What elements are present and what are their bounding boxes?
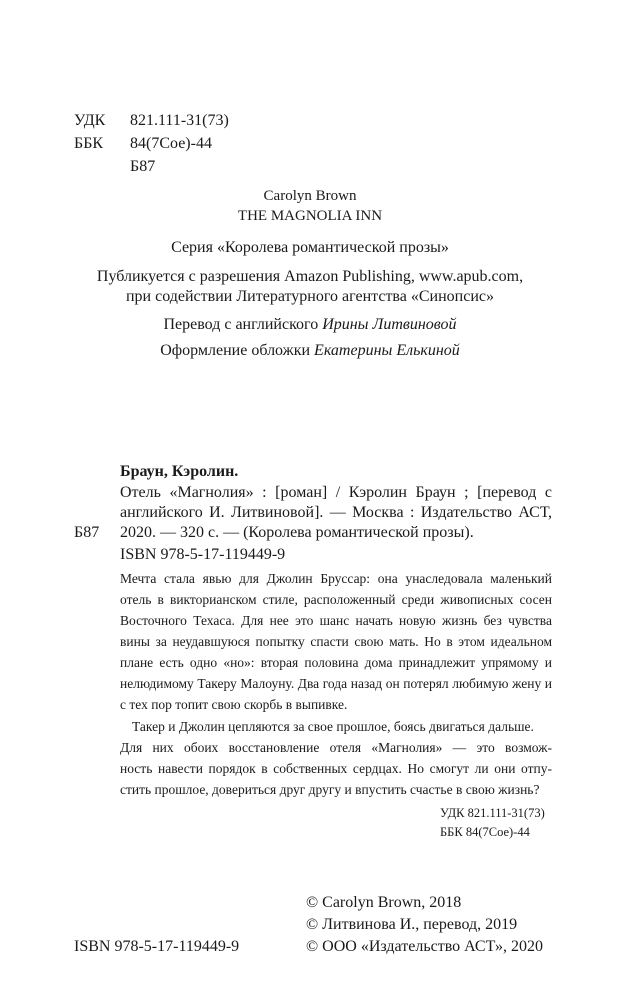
annotation-p1-last: с тех пор топит свою скорбь в выпивке.: [120, 697, 348, 712]
original-author: Carolyn Brown: [263, 188, 357, 204]
catalog-bbk: ББК 84(7Сое)-44: [440, 825, 530, 839]
translator-name: Ирины Литвиновой: [322, 316, 457, 333]
copyright-line1: © Carolyn Brown, 2018: [306, 894, 462, 911]
annotation-p1-line: плане есть одно «но»: вторая половина дома принадлежит упрямому и: [120, 655, 552, 670]
udk-label: УДК: [74, 112, 106, 129]
annotation-p3-line: ность навести порядок в собственных сердцах. Но смогут ли они отпу-: [120, 761, 552, 776]
catalog-isbn: ISBN 978-5-17-119449-9: [120, 546, 286, 563]
translation-prefix: Перевод с английского: [163, 316, 319, 333]
annotation-p1-line: вины за неудавшуюся попытку спасти свою мать. Но в этом идеальном: [120, 634, 552, 649]
annotation-p1-line: отель в викторианском стиле, расположенный среди живописных сосен: [120, 592, 552, 607]
udk-value: 821.111-31(73): [130, 112, 229, 129]
catalog-line2: английского И. Литвиновой]. — Москва : Издательство АСТ,: [120, 504, 552, 521]
annotation-p3-last: стить прошлое, довериться друг другу и впустить счастье в свою жизнь?: [120, 782, 540, 797]
copyright-line3: © ООО «Издательство АСТ», 2020: [306, 938, 543, 955]
cover-design-prefix: Оформление обложки: [160, 342, 311, 359]
annotation-p1-line: Восточного Техаса. Для нее это шанс начать новую жизнь без чувства: [120, 613, 552, 628]
annotation-p1-line: Мечта стала явью для Джолин Бруссар: она унаследовала маленький: [120, 571, 552, 586]
author-code: Б87: [130, 158, 156, 175]
bbk-value: 84(7Сое)-44: [130, 135, 212, 152]
copyright-line2: © Литвинова И., перевод, 2019: [306, 916, 518, 933]
footer-isbn: ISBN 978-5-17-119449-9: [74, 938, 240, 955]
series-line: Серия «Королева романтической прозы»: [171, 239, 449, 256]
cover-design-credit: [0, 341, 620, 361]
publication-note-line2: при содействии Литературного агентства «Синопсис»: [125, 288, 494, 305]
bbk-label: ББК: [74, 135, 104, 152]
catalog-heading: Браун, Кэролин.: [120, 463, 239, 480]
translation-credit: [0, 315, 620, 335]
annotation-p1-line: нелюдимому Такеру Малоуну. Два года назад он потерял любимую жену и: [120, 676, 552, 691]
annotation-p2: Такер и Джолин цепляются за свое прошлое, боясь двигаться дальше.: [132, 719, 534, 734]
catalog-code: Б87: [74, 524, 100, 541]
catalog-line1: Отель «Магнолия» : [роман] / Кэролин Браун ; [перевод с: [120, 484, 552, 501]
catalog-udk: УДК 821.111-31(73): [440, 806, 545, 820]
publication-note-line1: Публикуется с разрешения Amazon Publishing, www.apub.com,: [96, 268, 524, 285]
catalog-line3: 2020. — 320 с. — (Королева романтической прозы).: [120, 524, 474, 541]
cover-designer-name: Екатерины Елькиной: [314, 342, 460, 359]
annotation-p3-line: Для них обоих восстановление отеля «Магнолия» — это возмож-: [120, 740, 552, 755]
original-title: THE MAGNOLIA INN: [237, 208, 383, 224]
